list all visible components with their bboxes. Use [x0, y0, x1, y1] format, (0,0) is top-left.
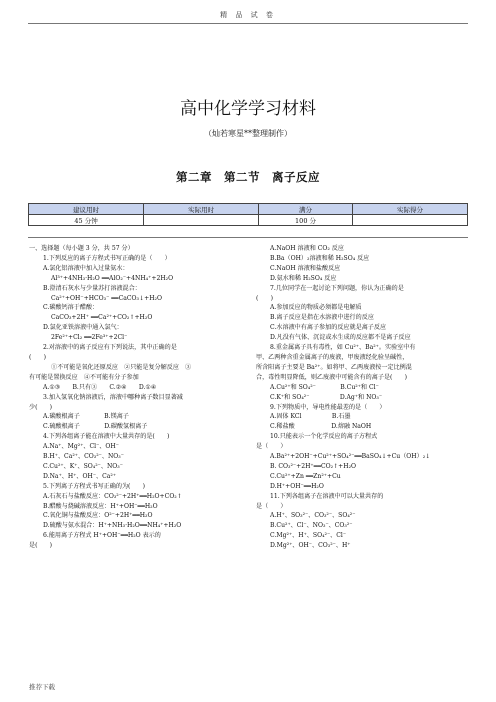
- question-8: 8.重金属离子具有毒性，如 Cu²⁺、Ba²⁺。实验室中有: [270, 344, 416, 352]
- q2-statements: ①不可能是氧化还原反应 ②只能是复分解反应 ③: [51, 363, 192, 371]
- q7-option-d: D.凡没有气体、沉淀或水生成的反应都不是离子反应: [270, 334, 411, 342]
- q10-option-a: A.Ba²⁺+2OH⁻+Cu²⁺+SO₄²⁻══BaSO₄↓+Cu（OH）₂↓: [270, 453, 431, 461]
- chapter-heading: 第二章 第二节 离子反应: [176, 170, 320, 184]
- info-value-full-score: 100 分: [259, 215, 353, 226]
- question-7: 7.几位同学在一起讨论下列问题，你认为正确的是: [270, 284, 404, 292]
- q1-option-a-equation: Al³⁺+4NH₃·H₂O ══AlO₂⁻+4NH₄⁺+2H₂O: [51, 274, 174, 282]
- q6-option-c: C.NaOH 溶液和盐酸反应: [270, 264, 341, 272]
- q2-options: A.①③ B.只有③ C.②④ D.①④: [43, 383, 157, 391]
- section-heading: 一、选择题（每小题 3 分，共 57 分）: [29, 245, 134, 252]
- q11-option-a: A.H⁺、SO₃²⁻、CO₃²⁻、SO₄²⁻: [270, 512, 356, 520]
- question-5: 5.下列离子方程式书写正确的为( ): [43, 482, 145, 490]
- header-divider: [28, 23, 468, 24]
- question-4: 4.下列各组离子能在溶液中大量共存的是( ): [43, 433, 170, 441]
- q5-option-b: B.醋酸与烧碱溶液反应：H⁺+OH⁻══H₂O: [43, 502, 158, 510]
- question-11: 11.下列各组离子在溶液中可以大量共存的: [270, 492, 384, 500]
- question-1: 1.下列反应的离子方程式书写正确的是（ ）: [43, 254, 171, 262]
- q5-option-c: C.氧化铜与盐酸反应：O²⁻+2H⁺══H₂O: [43, 512, 153, 520]
- question-10-cont: 是（ ）: [256, 443, 287, 451]
- q1-option-a: A.氯化铝溶液中加入过量氨水：: [43, 264, 129, 272]
- question-11-cont: 是（ ）: [256, 502, 287, 510]
- q8-options-ab: A.Cu²⁺和 SO₄²⁻ B.Cu²⁺和 Cl⁻: [270, 383, 379, 391]
- info-table: [28, 203, 468, 226]
- q1-option-d-equation: 2Fe²⁺+Cl₂ ══2Fe³⁺+2Cl⁻: [51, 334, 128, 342]
- q7-option-c: C.水溶液中有离子参加的反应就是离子反应: [270, 324, 387, 332]
- question-8-line-3: 所含阳离子主要是 Ba²⁺。如将甲、乙两废液按一定比例混: [256, 363, 412, 371]
- document-title: 高中化学学习材料: [180, 99, 316, 119]
- question-8-line-2: 甲、乙两种含重金属离子的废液，甲废液经化验呈碱性，: [256, 353, 409, 361]
- q4-option-a: A.Na⁺、Mg²⁺、Cl⁻、OH⁻: [43, 443, 119, 451]
- left-column: [29, 244, 247, 551]
- q1-option-c-equation: CaCO₃+2H⁺ ══Ca²⁺+CO₂↑+H₂O: [51, 314, 153, 322]
- question-7-cont: ( ): [256, 294, 273, 302]
- q6-option-d: D.氨水和稀 H₂SO₄ 反应: [270, 274, 337, 282]
- q11-option-d: D.Mg²⁺、OH⁻、CO₃²⁻、H⁺: [270, 542, 351, 550]
- q7-option-b: B.离子反应是指在水溶液中进行的反应: [270, 314, 374, 322]
- page-header: 精 品 试 卷: [220, 11, 276, 19]
- question-2: 2.对溶液中的离子反应有下列说法，其中正确的是: [43, 344, 177, 352]
- q1-option-d: D.氯化亚铁溶液中通入氯气：: [43, 324, 123, 332]
- q2-statements-cont: 有可能是置换反应 ④不可能有分子参加: [29, 373, 139, 381]
- q11-option-c: C.Mg²⁺、H⁺、SO₄²⁻、Cl⁻: [270, 532, 347, 540]
- q9-options-cd: C.稀盐酸 D.熔融 NaOH: [270, 423, 372, 431]
- q9-options-ab: A.固体 KCl B.石墨: [270, 413, 351, 421]
- info-table-value-row: [29, 215, 468, 226]
- q5-option-a: A.石灰石与盐酸反应：CO₃²⁻+2H⁺══H₂O+CO₂↑: [43, 492, 182, 500]
- q5-option-d: D.硫酸与氨水混合：H⁺+NH₃·H₂O══NH₄⁺+H₂O: [43, 522, 182, 530]
- q10-option-d: D.H⁺+OH⁻══H₂O: [270, 482, 324, 490]
- q10-option-b: B. CO₃²⁻+2H⁺══CO₂↑+H₂O: [270, 462, 357, 470]
- question-10: 10.只能表示一个化学反应的离子方程式: [270, 433, 378, 441]
- q8-options-cd: C.K⁺和 SO₄²⁻ D.Ag⁺和 NO₃⁻: [270, 393, 383, 401]
- q4-option-d: D.Na⁺、H⁺、OH⁻、Ca²⁺: [43, 472, 117, 480]
- page-footer: 推荐下载: [29, 683, 55, 691]
- q4-option-b: B.H⁺、Ca²⁺、CO₃²⁻、NO₃⁻: [43, 453, 124, 461]
- q6-option-a: A.NaOH 溶液和 CO₂ 反应: [270, 245, 344, 252]
- question-2-cont: ( ): [29, 353, 46, 361]
- info-value-actual-time: [144, 215, 259, 226]
- info-header-actual-time: 实际用时: [144, 204, 259, 215]
- section-divider: [28, 237, 468, 238]
- info-value-suggested-time: 45 分钟: [29, 215, 144, 226]
- q4-option-c: C.Cu²⁺、K⁺、SO₄²⁻、NO₃⁻: [43, 462, 123, 470]
- question-8-line-4: 合，毒性明显降低，则乙废液中可能含有的离子是( ): [256, 373, 408, 381]
- q1-option-c: C.碳酸钙溶于醋酸：: [43, 304, 99, 312]
- question-3: 3.加入氢氧化钠溶液后，溶液中哪种离子数目显著减: [43, 393, 183, 401]
- right-column: [256, 244, 474, 551]
- q11-option-b: B.Cu²⁺、Cl⁻、NO₃⁻、CO₃²⁻: [270, 522, 353, 530]
- q10-option-c: C.Cu²⁺+Zn ══Zn²⁺+Cu: [270, 472, 341, 480]
- q1-option-b-equation: Ca²⁺+OH⁻+HCO₃⁻ ══CaCO₃↓+H₂O: [51, 294, 162, 302]
- info-table-header-row: [29, 204, 468, 215]
- info-value-actual-score: [352, 215, 467, 226]
- question-9: 9.下列物质中，导电性能最差的是（ ）: [270, 403, 386, 411]
- info-header-actual-score: 实际得分: [352, 204, 467, 215]
- question-6-cont: 是( ): [29, 542, 53, 550]
- info-header-suggested-time: 建议用时: [29, 204, 144, 215]
- q3-options-cd: C.硫酸根离子 D.碳酸氢根离子: [43, 423, 148, 431]
- document-subtitle: （灿若寒星**整理制作）: [204, 129, 292, 138]
- question-6: 6.能用离子方程式 H⁺+OH⁻══H₂O 表示的: [43, 532, 161, 540]
- q1-option-b: B.澄清石灰水与少量苏打溶液混合：: [43, 284, 141, 292]
- q6-option-b: B.Ba（OH）₂溶液和稀 H₂SO₄ 反应: [270, 254, 370, 262]
- q3-options-ab: A.碳酸根离子 B.镁离子: [43, 413, 129, 421]
- info-header-full-score: 满分: [259, 204, 353, 215]
- q7-option-a: A.参加反应的物质必须都是电解质: [270, 304, 362, 312]
- question-3-cont: 少( ): [29, 403, 53, 411]
